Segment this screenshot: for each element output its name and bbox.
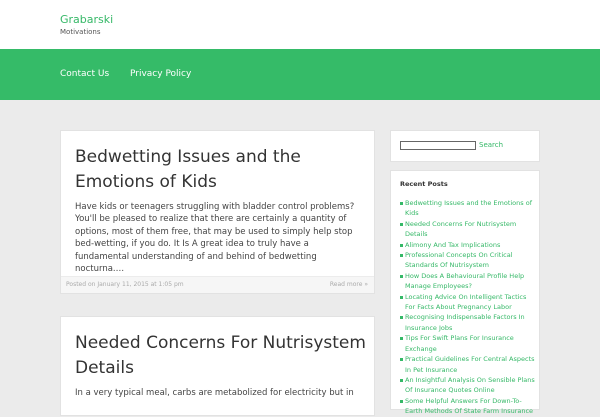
nav-item-privacy-policy[interactable]: Privacy Policy [130,69,192,79]
recent-post-link[interactable]: Practical Guidelines For Central Aspects In Pet Insurance [400,354,535,375]
post-footer [61,276,374,293]
widget-title: Recent Posts [400,180,448,188]
post-date: Posted on January 11, 2015 at 1:05 pm [66,281,184,288]
site-description: Motivations [60,28,101,36]
post-card [60,316,375,416]
nav-item-contact-us[interactable]: Contact Us [60,69,110,79]
recent-post-link[interactable]: Professional Concepts On Critical Standards Of Nutrisystem [400,250,535,271]
read-more-link[interactable]: Read more » [329,281,368,288]
main-navigation [0,49,600,100]
recent-post-link[interactable]: Tips For Swift Plans For Insurance Exchange [400,333,535,354]
recent-post-link[interactable]: Needed Concerns For Nutrisystem Details [400,219,535,240]
recent-post-link[interactable]: Alimony And Tax Implications [400,240,535,250]
site-title[interactable]: Grabarski [60,13,114,26]
site-header [0,0,600,49]
search-widget [390,130,540,162]
post-title-line[interactable]: Details [75,358,134,378]
post-title-line[interactable]: Bedwetting Issues and the [75,147,301,167]
recent-post-link[interactable]: Recognising Indispensable Factors In Insurance Jobs [400,312,535,333]
post-title-line[interactable]: Emotions of Kids [75,172,217,192]
recent-post-link[interactable]: How Does A Behavioural Profile Help Manage Employees? [400,271,535,292]
recent-post-link[interactable]: An Insightful Analysis On Sensible Plans Of Insurance Quotes Online [400,375,535,396]
recent-posts-list [400,198,535,417]
post-excerpt: Have kids or teenagers struggling with bladder control problems? You'll be pleased to realize that there are certainly a quantity of options, most of them free, that may be used to simply help stop bed-wetting, if you do. It Is A great idea to truly have a fundamental understanding of and behind of bedwetting nocturna.… [75,202,355,275]
post-excerpt: In a very typical meal, carbs are metabolized for electricity but in [75,388,354,398]
recent-post-link[interactable]: Locating Advice On Intelligent Tactics For Facts About Pregnancy Labor [400,292,535,313]
recent-post-link[interactable]: Bedwetting Issues and the Emotions of Kids [400,198,535,219]
post-card [60,130,375,294]
search-input[interactable] [400,141,476,150]
recent-posts-widget [390,170,540,416]
recent-post-link[interactable]: Some Helpful Answers For Down-To-Earth Methods Of State Farm Insurance [400,396,535,417]
post-title-line[interactable]: Needed Concerns For Nutrisystem [75,333,366,353]
search-button[interactable]: Search [479,141,504,149]
